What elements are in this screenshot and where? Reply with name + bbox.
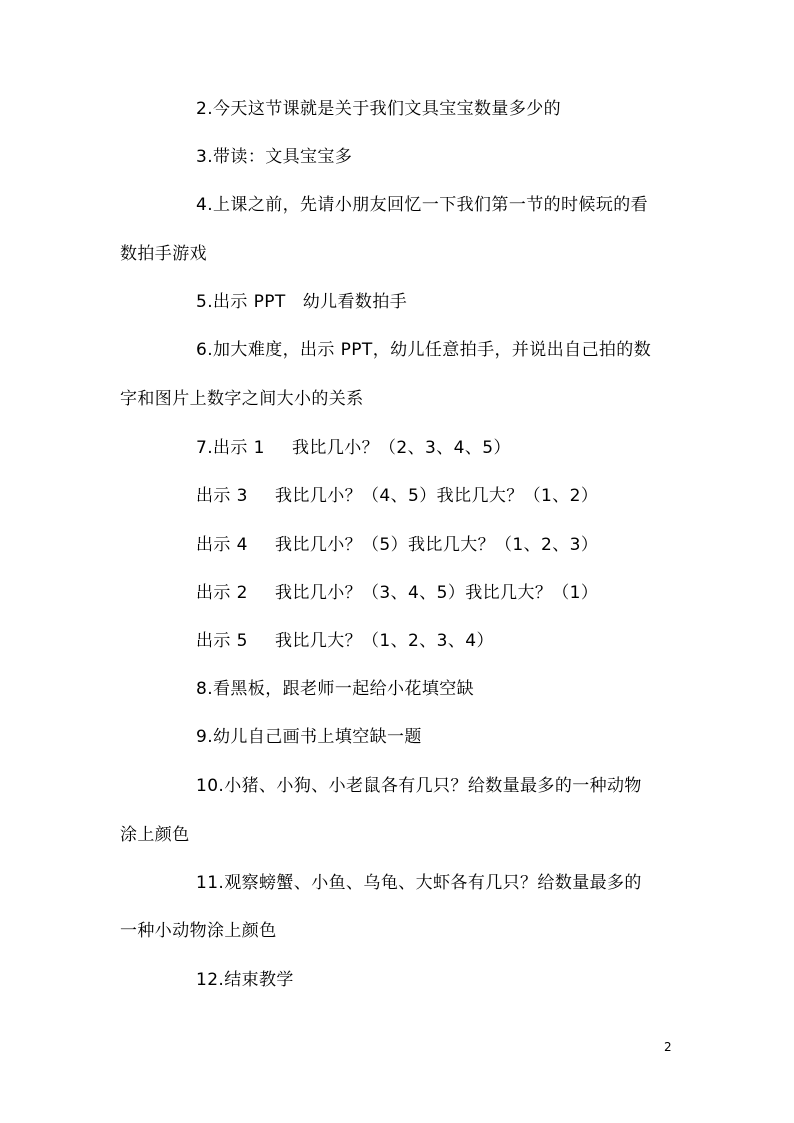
step-5-line bbox=[196, 291, 407, 313]
show-5-line bbox=[196, 630, 494, 652]
step-2-line: 2.今天这节课就是关于我们文具宝宝数量多少的 bbox=[196, 99, 562, 119]
step-10-line: 10.小猪、小狗、小老鼠各有几只？给数量最多的一种动物 bbox=[196, 776, 642, 796]
step-3-line: 3.带读：文具宝宝多 bbox=[196, 147, 353, 167]
show-3-label: 出示 3 bbox=[196, 486, 248, 506]
step-11-line: 11.观察螃蟹、小鱼、乌龟、大虾各有几只？给数量最多的 bbox=[196, 873, 642, 893]
show-4-label: 出示 4 bbox=[196, 535, 248, 555]
show-5-label: 出示 5 bbox=[196, 631, 248, 651]
show-4-line bbox=[196, 534, 598, 556]
step-6-line: 6.加大难度，出示 PPT，幼儿任意拍手，并说出自己拍的数 bbox=[196, 340, 652, 360]
show-2-text: 我比几小？（3、4、5）我比几大？（1） bbox=[275, 583, 599, 603]
step-7-text: 我比几小？（2、3、4、5） bbox=[292, 438, 511, 458]
step-7-label: 7.出示 1 bbox=[196, 438, 265, 458]
page-number: 2 bbox=[664, 1040, 672, 1054]
show-2-line bbox=[196, 582, 598, 604]
show-3-text: 我比几小？（4、5）我比几大？（1、2） bbox=[275, 486, 599, 506]
step-12-line: 12.结束教学 bbox=[196, 970, 294, 990]
show-4-text: 我比几小？（5）我比几大？（1、2、3） bbox=[275, 535, 599, 555]
step-5-label: 5.出示 PPT bbox=[196, 292, 286, 312]
step-10-continuation: 涂上颜色 bbox=[120, 825, 190, 845]
step-9-line: 9.幼儿自己画书上填空缺一题 bbox=[196, 727, 422, 747]
step-4-line: 4.上课之前，先请小朋友回忆一下我们第一节的时候玩的看 bbox=[196, 195, 649, 215]
step-4-continuation: 数拍手游戏 bbox=[120, 244, 207, 264]
step-11-continuation: 一种小动物涂上颜色 bbox=[120, 921, 277, 941]
step-5-text: 幼儿看数拍手 bbox=[302, 292, 408, 312]
show-3-line bbox=[196, 485, 598, 507]
step-6-continuation: 字和图片上数字之间大小的关系 bbox=[120, 389, 364, 409]
step-7-line bbox=[196, 437, 511, 459]
step-8-line: 8.看黑板，跟老师一起给小花填空缺 bbox=[196, 679, 475, 699]
show-2-label: 出示 2 bbox=[196, 583, 248, 603]
show-5-text: 我比几大？（1、2、3、4） bbox=[275, 631, 494, 651]
